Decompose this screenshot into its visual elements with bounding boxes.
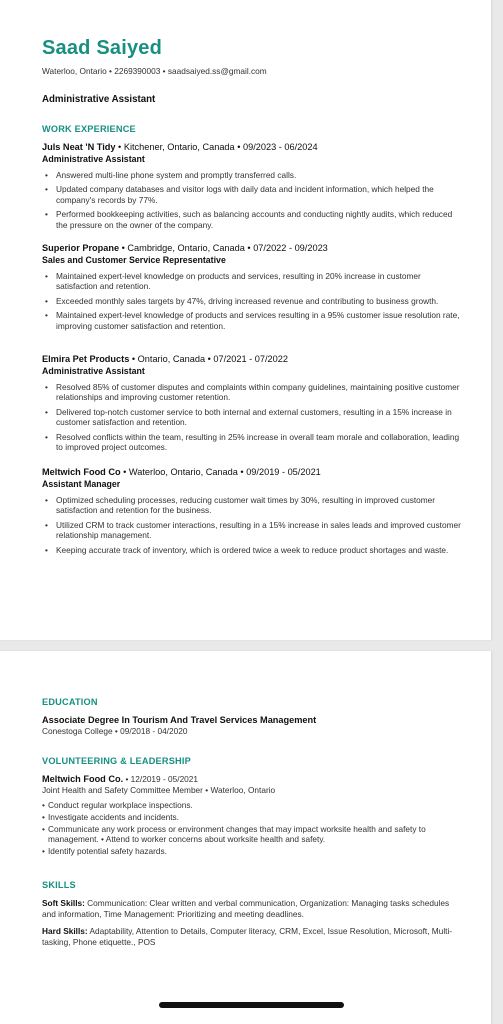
- volunteer-bullets: [42, 800, 462, 857]
- job-bullet: • Maintained expert-level knowledge of products and services resulting in a 95% customer issue resolution rate, improving customer satisfaction and retention.: [42, 310, 462, 331]
- company-name: Meltwich Food Co: [42, 467, 121, 477]
- hard-skills-text: Adaptability, Attention to Details, Computer literacy, CRM, Excel, Issue Resolution, Microsoft, Multi-tasking, Phone etiquette., POS: [42, 926, 453, 947]
- job-entry: [42, 242, 462, 335]
- candidate-name: Saad Saiyed: [42, 37, 163, 59]
- job-bullets: [42, 495, 462, 555]
- job-bullets: [42, 382, 462, 452]
- volunteer-bullet: • Communicate any work process or environment changes that may impact worksite health and safety to management. • Attend to worker concerns about worksite health and safety.: [42, 824, 462, 845]
- job-bullet: • Answered multi-line phone system and promptly transferred calls.: [42, 170, 462, 180]
- contact-line: Waterloo, Ontario • 2269390003 • saadsaiyed.ss@gmail.com: [42, 66, 267, 76]
- skills-heading: SKILLS: [42, 880, 76, 890]
- hard-skills: [42, 926, 462, 948]
- job-details: • Cambridge, Ontario, Canada • 07/2022 - 09/2023: [119, 243, 328, 253]
- job-bullet: • Performed bookkeeping activities, such as balancing accounts and conducting nightly audits, which reduced the pressure on the owner of the company.: [42, 209, 462, 230]
- job-title: Administrative Assistant: [42, 154, 145, 164]
- job-bullet: • Resolved conflicts within the team, resulting in 25% increase in overall team morale and collaboration, leading to improved project outcomes.: [42, 432, 462, 453]
- company-name: Elmira Pet Products: [42, 354, 130, 364]
- volunteering-entry: [42, 773, 462, 858]
- job-title: Sales and Customer Service Representative: [42, 255, 226, 265]
- volunteer-bullet: • Identify potential safety hazards.: [42, 846, 462, 856]
- job-header: [42, 353, 462, 365]
- soft-skills-text: Communication: Clear written and verbal communication, Organization: Managing tasks schedules and information, Time Management: Prioritizing and meeting deadlines.: [42, 898, 450, 919]
- volunteer-header: [42, 773, 462, 785]
- job-header: [42, 141, 462, 153]
- job-header: [42, 242, 462, 254]
- volunteer-bullet: • Investigate accidents and incidents.: [42, 812, 462, 822]
- job-bullets: [42, 170, 462, 230]
- volunteer-role: Joint Health and Safety Committee Member • Waterloo, Ontario: [42, 785, 276, 795]
- work-experience-heading: WORK EXPERIENCE: [42, 124, 136, 134]
- job-entry: [42, 141, 462, 234]
- hard-skills-label: Hard Skills:: [42, 926, 88, 936]
- job-bullet: • Exceeded monthly sales targets by 47%, driving increased revenue and contributing to business growth.: [42, 296, 462, 306]
- degree-title: Associate Degree In Tourism And Travel Services Management: [42, 715, 317, 725]
- company-name: Juls Neat 'N Tidy: [42, 142, 116, 152]
- job-title: Administrative Assistant: [42, 366, 145, 376]
- job-bullet: • Optimized scheduling processes, reducing customer wait times by 30%, resulting in improved customer satisfaction and retention for the business.: [42, 495, 462, 516]
- volunteering-heading: VOLUNTEERING & LEADERSHIP: [42, 756, 191, 766]
- skills-entry: [42, 898, 462, 948]
- job-bullet: • Keeping accurate track of inventory, which is ordered twice a week to reduce product shortages and waste.: [42, 545, 462, 555]
- job-title: Assistant Manager: [42, 479, 121, 489]
- volunteer-bullet: • Conduct regular workplace inspections.: [42, 800, 462, 810]
- job-entry: [42, 353, 462, 456]
- volunteer-org: Meltwich Food Co.: [42, 774, 124, 784]
- scrollbar[interactable]: [496, 0, 501, 1024]
- job-entry: [42, 466, 462, 559]
- job-bullets: [42, 271, 462, 331]
- target-role: Administrative Assistant: [42, 94, 156, 105]
- education-entry: [42, 714, 462, 737]
- job-details: • Ontario, Canada • 07/2021 - 07/2022: [129, 354, 288, 364]
- job-bullet: • Utilized CRM to track customer interactions, resulting in a 15% increase in sales leads and improved customer relationship management.: [42, 520, 462, 541]
- home-indicator[interactable]: [159, 1002, 344, 1008]
- volunteer-dates: • 12/2019 - 05/2021: [123, 774, 199, 784]
- company-name: Superior Propane: [42, 243, 120, 253]
- school-line: Conestoga College • 09/2018 - 04/2020: [42, 726, 188, 736]
- job-bullet: • Maintained expert-level knowledge on products and services, resulting in 20% increase in customer satisfaction and retention.: [42, 271, 462, 292]
- job-details: • Kitchener, Ontario, Canada • 09/2023 - 06/2024: [115, 142, 318, 152]
- job-details: • Waterloo, Ontario, Canada • 09/2019 - 05/2021: [120, 467, 321, 477]
- soft-skills: [42, 898, 462, 920]
- job-header: [42, 466, 462, 478]
- education-heading: EDUCATION: [42, 697, 98, 707]
- job-bullet: • Resolved 85% of customer disputes and complaints within company guidelines, maintaining positive customer relationships and improving customer retention.: [42, 382, 462, 403]
- job-bullet: • Delivered top-notch customer service to both internal and external customers, resulting in a 15% increase in customer satisfaction and retention.: [42, 407, 462, 428]
- resume-page-2: [0, 651, 491, 1024]
- job-bullet: • Updated company databases and visitor logs with daily data and incident information, which helped the company's records by 77%.: [42, 184, 462, 205]
- soft-skills-label: Soft Skills:: [42, 898, 85, 908]
